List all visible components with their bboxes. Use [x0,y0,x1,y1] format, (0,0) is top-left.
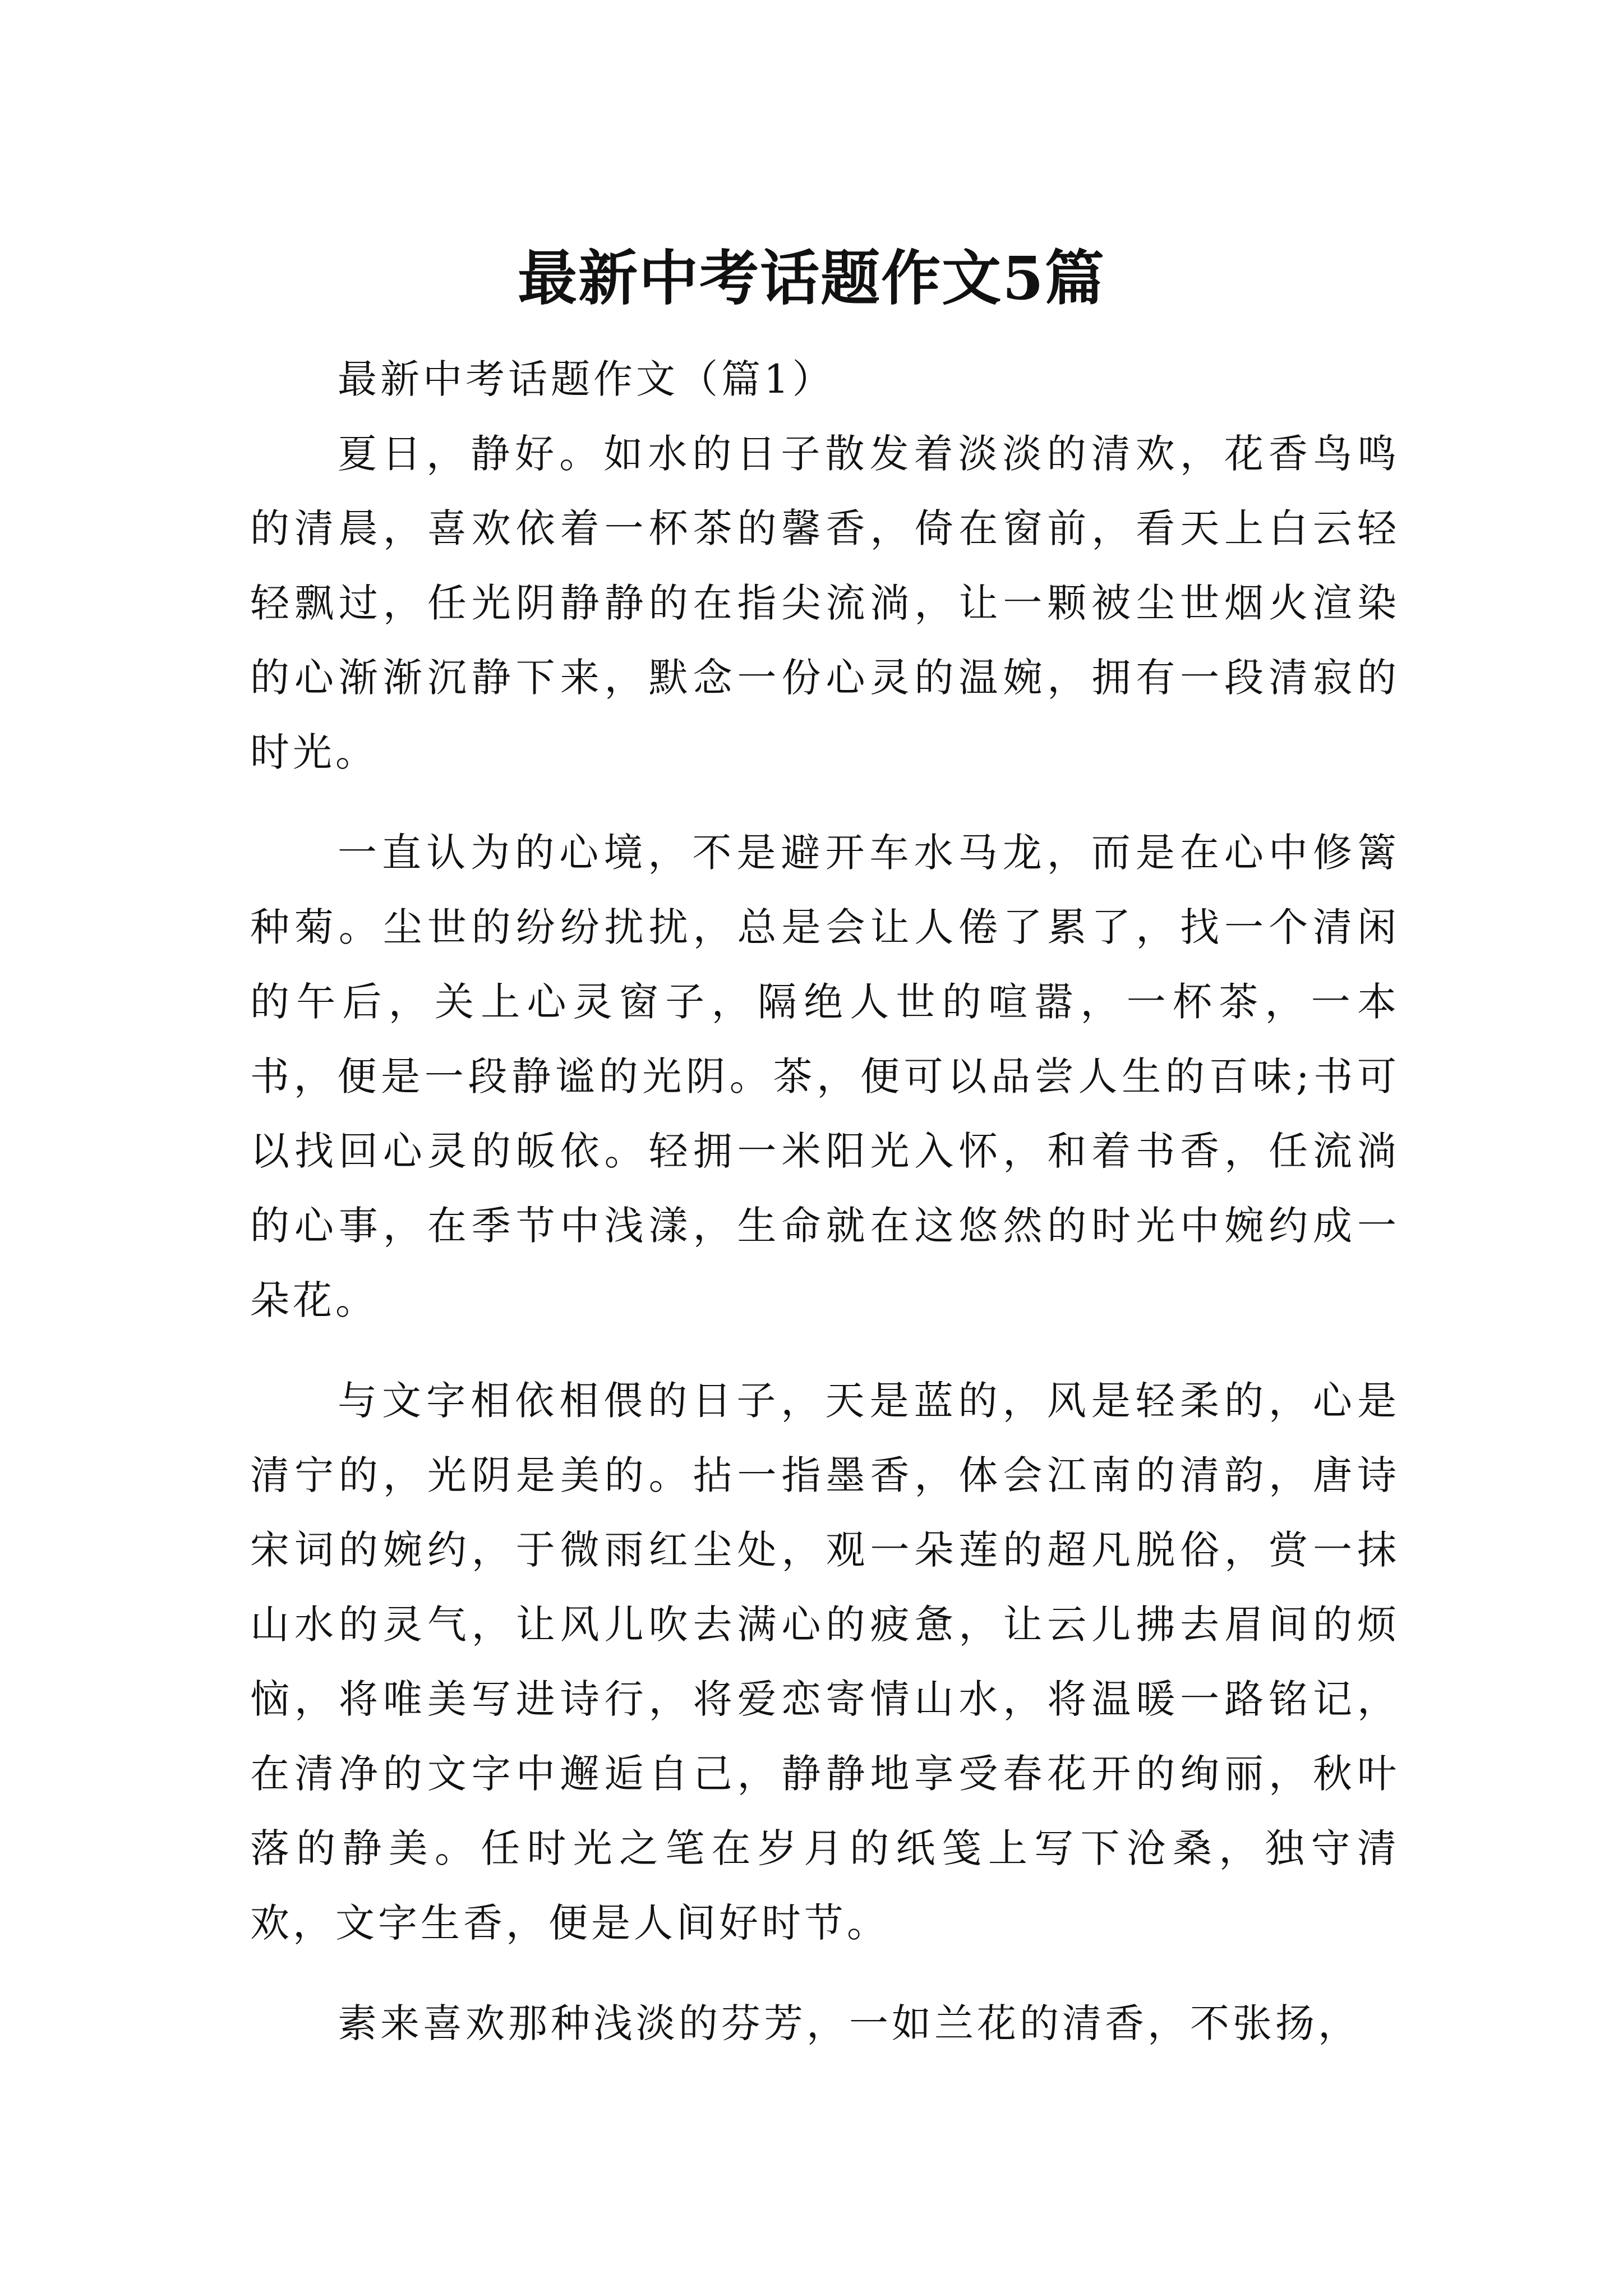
paragraph: 素来喜欢那种浅淡的芬芳，一如兰花的清香，不张扬， [338,2000,1361,2046]
document-body [250,342,1400,2061]
paragraph: 一直认为的心境，不是避开车水马龙，而是在心中修篱种菊。尘世的纷纷扰扰，总是会让人倦了累了，找一个清闲的午后，关上心灵窗子，隔绝人世的喧嚣，一杯茶，一本书，便是一段静谧的光阴。茶，便可以品尝人生的百味;书可以找回心灵的皈依。轻拥一米阳光入怀，和着书香，任流淌的心事，在季节中浅漾，生命就在这悠然的时光中婉约成一朵花。 [250,830,1400,1323]
paragraph: 夏日，静好。如水的日子散发着淡淡的清欢，花香鸟鸣的清晨，喜欢依着一杯茶的馨香，倚在窗前，看天上白云轻轻飘过，任光阴静静的在指尖流淌，让一颗被尘世烟火渲染的心渐渐沉静下来，默念一份心灵的温婉，拥有一段清寂的时光。 [250,431,1400,775]
paragraph: 与文字相依相偎的日子，天是蓝的，风是轻柔的，心是清宁的，光阴是美的。拈一指墨香，体会江南的清韵，唐诗宋词的婉约，于微雨红尘处，观一朵莲的超凡脱俗，赏一抹山水的灵气，让风儿吹去满心的疲惫，让云儿拂去眉间的烦恼，将唯美写进诗行，将爱恋寄情山水，将温暖一路铭记，在清净的文字中邂逅自己，静静地享受春花开的绚丽，秋叶落的静美。任时光之笔在岁月的纸笺上写下沧桑，独守清欢，文字生香，便是人间好时节。 [250,1378,1400,1946]
document-title: 最新中考话题作文5篇 [518,243,1105,314]
section-heading: 最新中考话题作文（篇1） [338,356,835,402]
